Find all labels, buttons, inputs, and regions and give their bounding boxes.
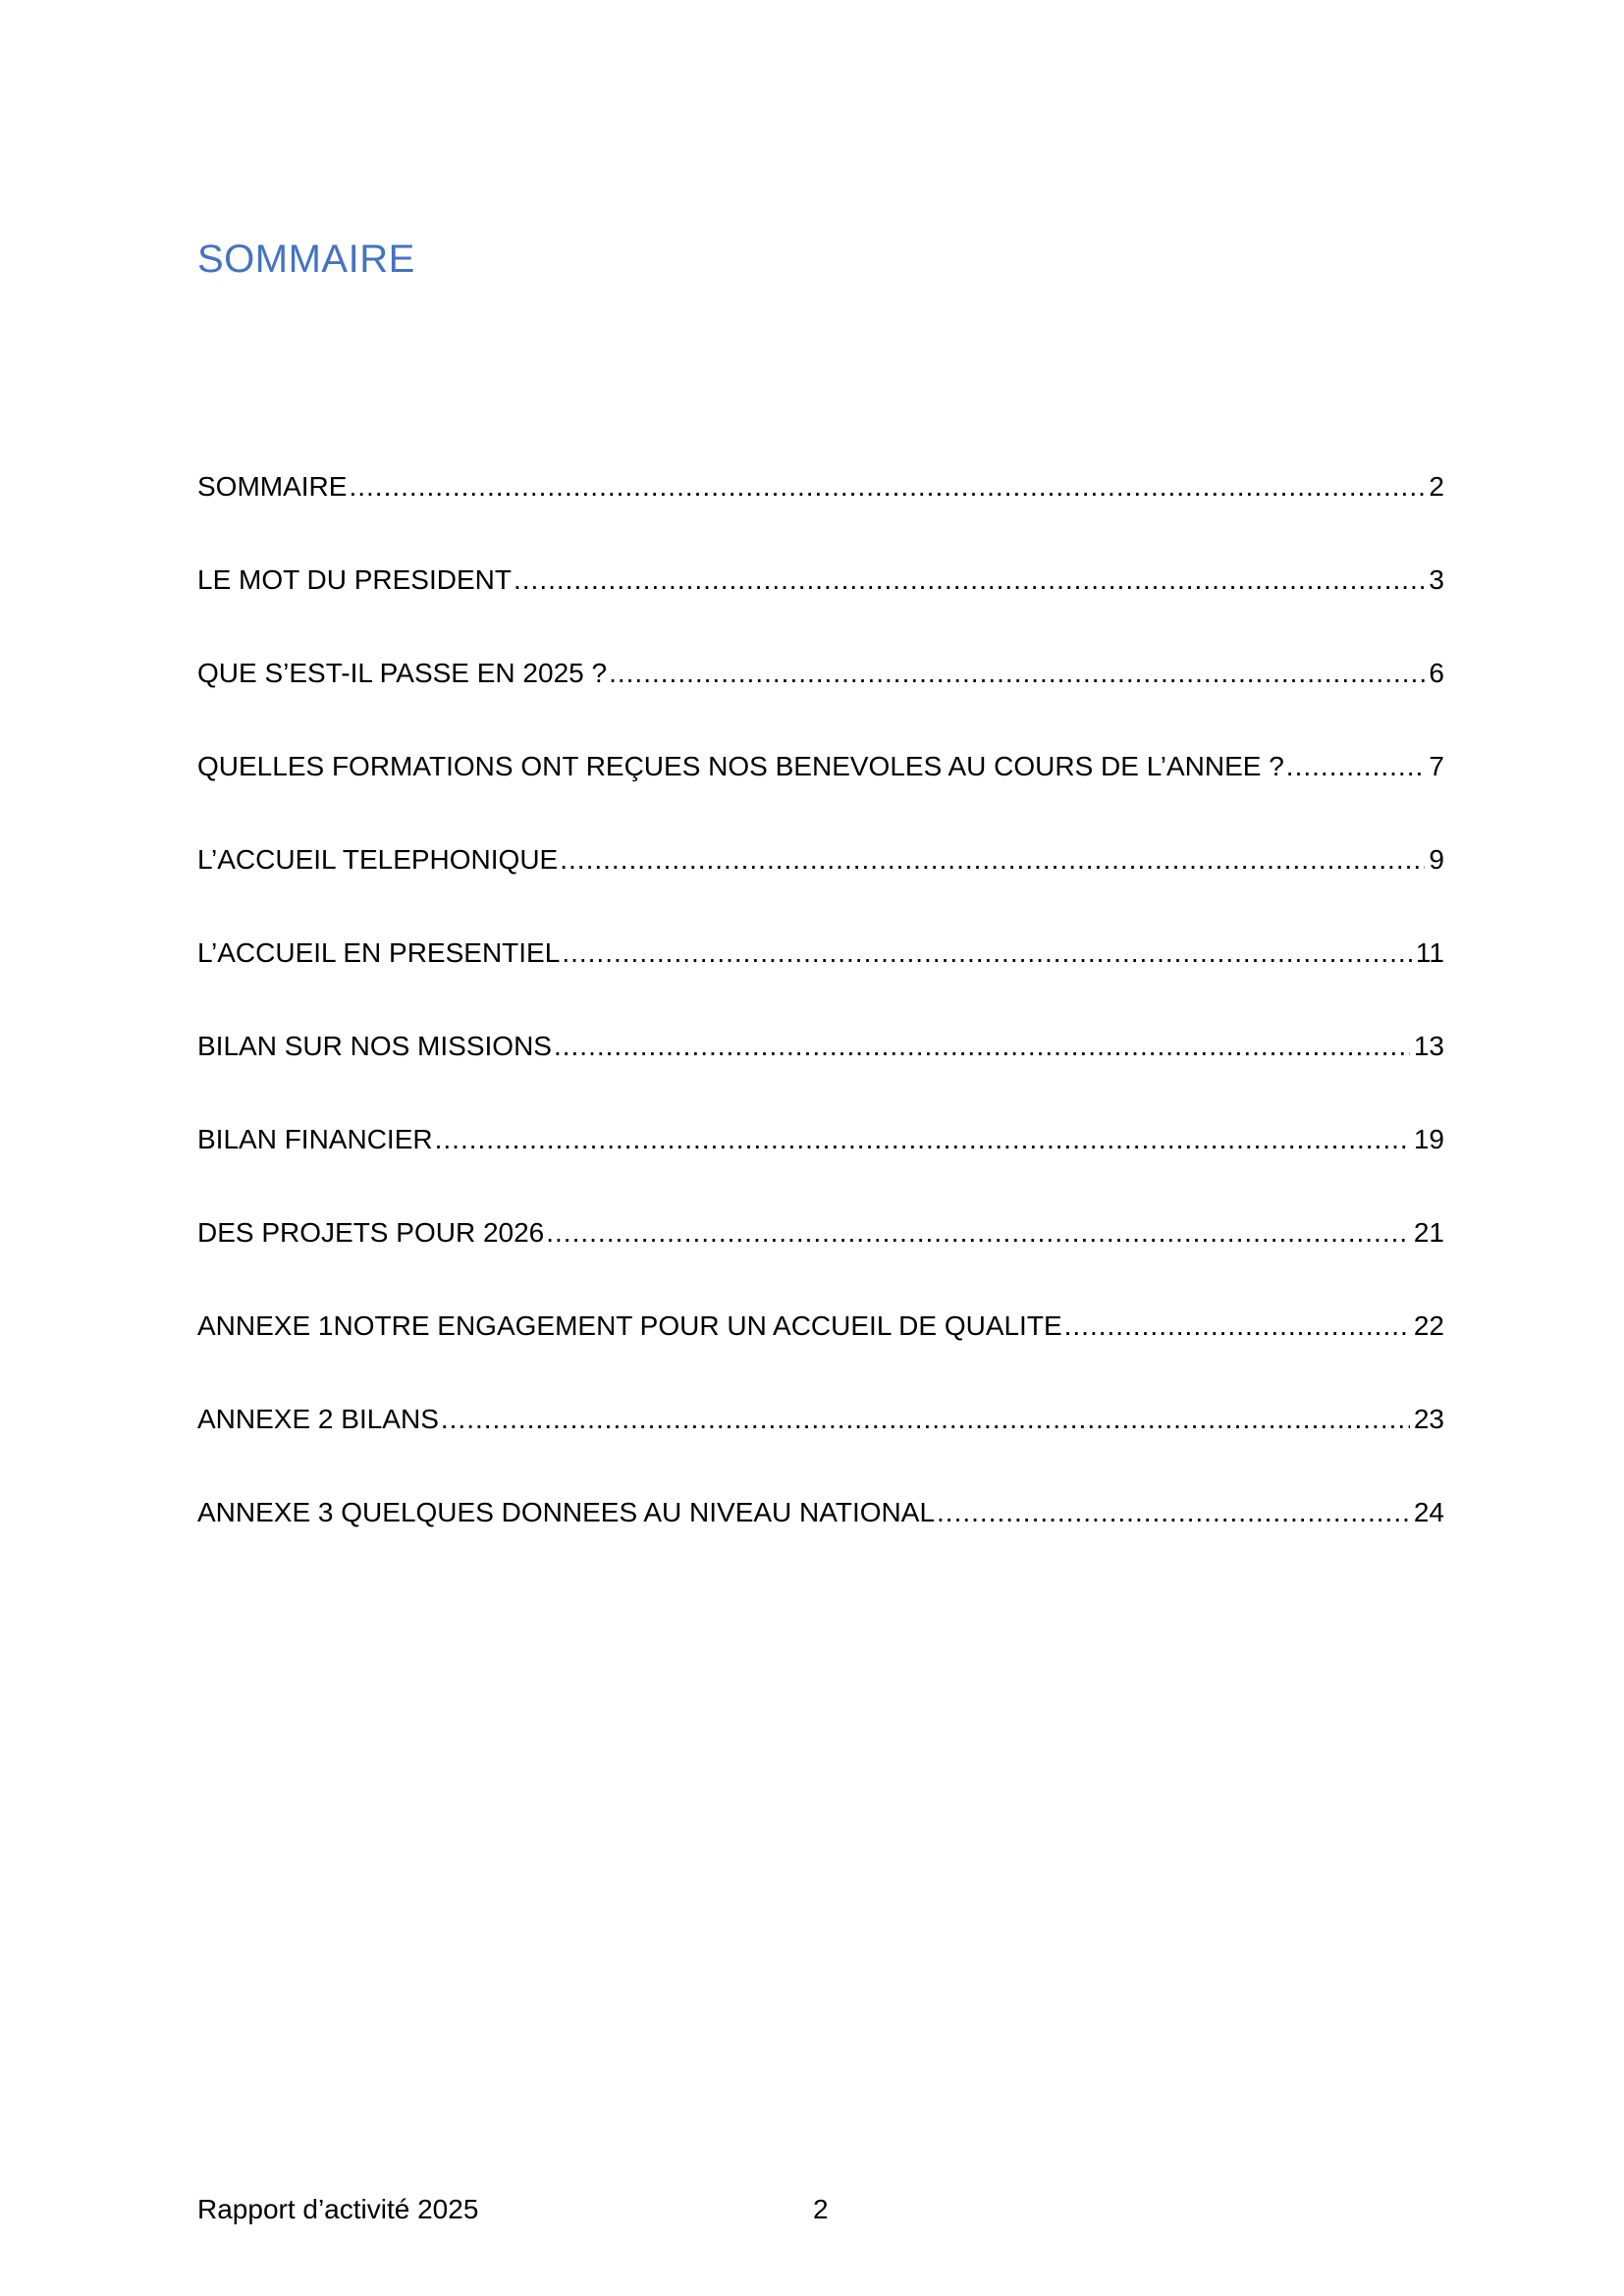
toc-dot-leader [560,840,1425,880]
toc-entry[interactable] [197,747,1444,840]
toc-dot-leader [349,467,1425,507]
toc-entry-page: 13 [1413,1031,1444,1061]
toc-dot-leader [441,1400,1410,1439]
toc-entry-page: 9 [1429,844,1444,875]
toc-entry-page: 2 [1429,471,1444,502]
footer-page-number: 2 [813,2194,829,2224]
toc-dot-leader [1064,1307,1410,1346]
toc-entry-label: LE MOT DU PRESIDENT [197,564,512,595]
toc-entry-page: 24 [1413,1497,1444,1527]
toc-entry[interactable] [197,1400,1444,1493]
toc-dot-leader [562,934,1412,973]
toc-entry-page: 3 [1429,564,1444,595]
toc-entry-label: ANNEXE 1NOTRE ENGAGEMENT POUR UN ACCUEIL DE QUALITE [197,1310,1062,1341]
toc-entry-page: 11 [1415,937,1444,968]
toc-entry-page: 7 [1429,751,1444,781]
toc-dot-leader [546,1213,1410,1253]
toc-entry-label: L’ACCUEIL EN PRESENTIEL [197,937,561,968]
toc-entry-label: L’ACCUEIL TELEPHONIQUE [197,844,559,875]
toc-dot-leader [435,1120,1410,1159]
toc-entry-page: 23 [1413,1404,1444,1434]
toc-entry[interactable] [197,840,1444,934]
toc-dot-leader [554,1027,1410,1066]
toc-entry-label: SOMMAIRE [197,471,348,502]
toc-entry[interactable] [197,561,1444,654]
toc-entry[interactable] [197,467,1444,561]
toc-entry-label: BILAN FINANCIER [197,1124,433,1154]
toc-entry-label: QUE S’EST-IL PASSE EN 2025 ? [197,658,608,688]
toc-dot-leader [937,1493,1410,1532]
toc-entry-label: ANNEXE 3 QUELQUES DONNEES AU NIVEAU NATIONAL [197,1497,936,1527]
toc-entry-page: 21 [1413,1217,1444,1248]
toc-entry-label: QUELLES FORMATIONS ONT REÇUES NOS BENEVOLES AU COURS DE L’ANNEE ? [197,751,1284,781]
toc-entry[interactable] [197,1027,1444,1120]
toc-dot-leader [1286,747,1426,786]
toc-entry-page: 19 [1413,1124,1444,1154]
toc-entry[interactable] [197,1120,1444,1213]
toc-entry-page: 22 [1413,1310,1444,1341]
toc-entry-page: 6 [1429,658,1444,688]
toc-entry[interactable] [197,1493,1444,1586]
toc-entry-label: DES PROJETS POUR 2026 [197,1217,545,1248]
toc-entry[interactable] [197,1213,1444,1307]
toc-entry[interactable] [197,1307,1444,1400]
toc-entry-label: ANNEXE 2 BILANS [197,1404,439,1434]
table-of-contents [197,467,1444,1586]
page-title: SOMMAIRE [197,238,415,281]
toc-entry[interactable] [197,934,1444,1027]
toc-entry-label: BILAN SUR NOS MISSIONS [197,1031,552,1061]
toc-dot-leader [609,654,1425,693]
footer-document-title: Rapport d’activité 2025 [197,2194,479,2224]
toc-dot-leader [514,561,1425,600]
toc-entry[interactable] [197,654,1444,747]
